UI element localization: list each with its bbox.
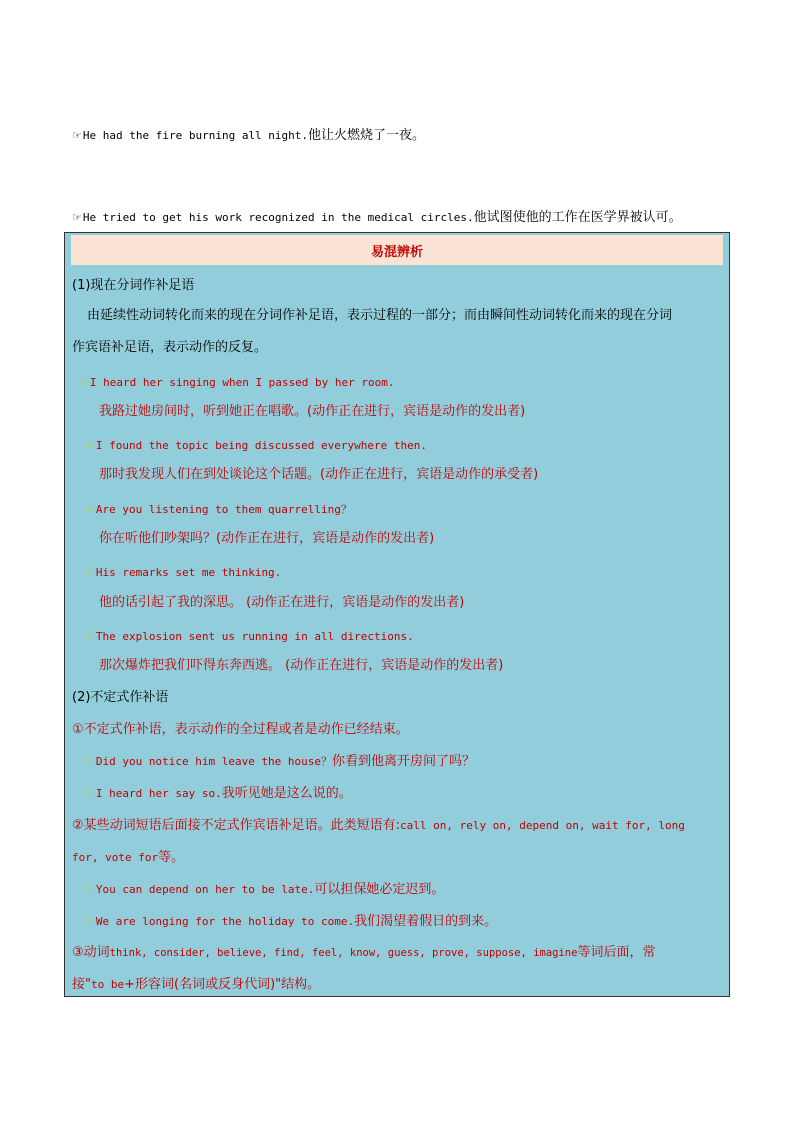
section-1-heading: (1)现在分词作补足语 bbox=[72, 278, 195, 293]
pointing-hand-icon: ☞ bbox=[72, 211, 82, 224]
top-example-2 bbox=[72, 206, 682, 225]
example-english: He had the fire burning all night. bbox=[82, 129, 309, 142]
section-1-text-line-2: 作宾语补足语，表示动作的反复。 bbox=[72, 340, 268, 355]
s2-example-2: ☞I heard her say so.我听见她是这么说的。 bbox=[85, 786, 352, 801]
pointing-hand-icon: ☞ bbox=[85, 503, 95, 516]
box-title: 易混辨析 bbox=[71, 235, 723, 265]
pointing-hand-icon: ☞ bbox=[72, 129, 82, 142]
section-2-point-2-cont: for, vote for等。 bbox=[72, 850, 185, 865]
section-1-text-line-1: 由延续性动词转化而来的现在分词作补足语，表示过程的一部分；而由瞬间性动词转化而来的现在分词 bbox=[87, 308, 673, 323]
s1-example-3-en: ☞Are you listening to them quarrelling？ bbox=[85, 503, 352, 516]
s1-example-4-cn: 他的话引起了我的深思。 (动作正在进行，宾语是动作的发出者) bbox=[99, 595, 465, 610]
pointing-hand-icon: ☞ bbox=[79, 376, 89, 389]
example-chinese: 他让火燃烧了一夜。 bbox=[308, 128, 426, 143]
s1-example-4-en: ☞His remarks set me thinking. bbox=[85, 566, 282, 579]
s1-example-2-en: ☞I found the topic being discussed everywhere then. bbox=[85, 439, 428, 452]
section-2-point-1: ①不定式作补语，表示动作的全过程或者是动作已经结束。 bbox=[72, 722, 409, 737]
pointing-hand-icon: ☞ bbox=[85, 787, 95, 800]
example-chinese: 他试图使他的工作在医学界被认可。 bbox=[473, 210, 682, 225]
s2-example-4: ☞We are longing for the holiday to come.我们渴望着假日的到来。 bbox=[85, 914, 498, 929]
s1-example-3-cn: 你在听他们吵架吗？(动作正在进行，宾语是动作的发出者) bbox=[99, 531, 435, 546]
pointing-hand-icon: ☞ bbox=[85, 883, 95, 896]
top-example-1 bbox=[72, 124, 425, 143]
pointing-hand-icon: ☞ bbox=[85, 915, 95, 928]
pointing-hand-icon: ☞ bbox=[85, 755, 95, 768]
pointing-hand-icon: ☞ bbox=[85, 439, 95, 452]
s1-example-1-en: ☞I heard her singing when I passed by her room. bbox=[79, 376, 395, 389]
pointing-hand-icon: ☞ bbox=[85, 630, 95, 643]
confusion-analysis-box bbox=[64, 232, 730, 997]
s1-example-5-en: ☞The explosion sent us running in all directions. bbox=[85, 630, 414, 643]
example-english: He tried to get his work recognized in the medical circles. bbox=[82, 211, 474, 224]
pointing-hand-icon: ☞ bbox=[85, 566, 95, 579]
section-2-point-3-cont: 接"to be+形容词(名词或反身代词)"结构。 bbox=[72, 977, 321, 992]
section-2-point-3: ③动词think, consider, believe, find, feel, know, guess, prove, suppose, imagine等词后面，常 bbox=[72, 945, 656, 960]
s1-example-2-cn: 那时我发现人们在到处谈论这个话题。(动作正在进行，宾语是动作的承受者) bbox=[99, 467, 539, 482]
s1-example-1-cn: 我路过她房间时，听到她正在唱歌。(动作正在进行，宾语是动作的发出者) bbox=[99, 404, 526, 419]
s2-example-3: ☞You can depend on her to be late.可以担保她必定迟到。 bbox=[85, 882, 445, 897]
section-2-point-2: ②某些动词短语后面接不定式作宾语补足语。此类短语有:call on, rely on, depend on, wait for, long bbox=[72, 818, 685, 833]
section-2-heading: (2)不定式作补语 bbox=[72, 690, 169, 705]
s1-example-5-cn: 那次爆炸把我们吓得东奔西逃。 (动作正在进行，宾语是动作的发出者) bbox=[99, 658, 504, 673]
s2-example-1: ☞Did you notice him leave the house？你看到他离开房间了吗？ bbox=[85, 754, 476, 769]
